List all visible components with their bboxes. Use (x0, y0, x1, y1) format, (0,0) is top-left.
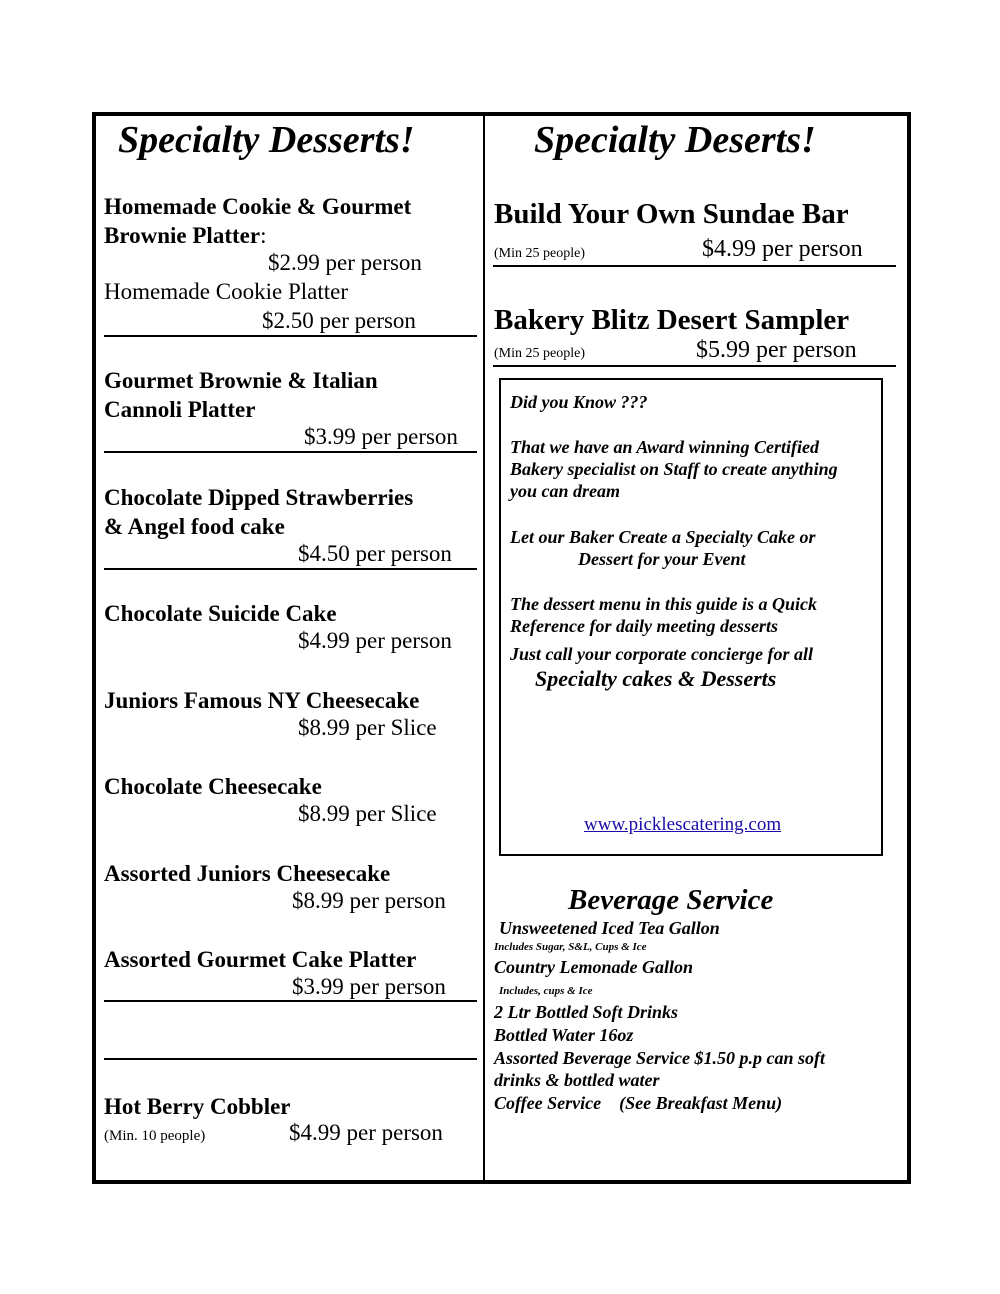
info-text: Reference for daily meeting desserts (510, 616, 778, 636)
item-price: $2.50 per person (262, 308, 416, 333)
item-price: $8.99 per person (292, 888, 446, 913)
column-divider (483, 116, 485, 1180)
divider-rule (104, 1000, 477, 1002)
item-name: Chocolate Dipped Strawberries (104, 485, 414, 510)
info-text: Bakery specialist on Staff to create anything (510, 459, 838, 479)
item-name: Hot Berry Cobbler (104, 1094, 291, 1119)
divider-rule (104, 568, 477, 570)
beverage-line: Country Lemonade Gallon (494, 957, 694, 977)
item-name: Chocolate Cheesecake (104, 774, 322, 799)
item-name: Assorted Juniors Cheesecake (104, 861, 391, 886)
info-text: you can dream (510, 481, 620, 501)
item-name: Bakery Blitz Desert Sampler (494, 304, 850, 336)
item-price: $3.99 per person (292, 974, 446, 999)
right-title: Specialty Deserts! (534, 119, 816, 161)
item-name: Chocolate Suicide Cake (104, 601, 337, 626)
item-name: Homemade Cookie Platter (104, 279, 348, 304)
item-name: Homemade Cookie & Gourmet (104, 194, 412, 219)
beverage-line: Unsweetened Iced Tea Gallon (499, 918, 720, 938)
beverage-note: Includes Sugar, S&L, Cups & Ice (494, 941, 647, 953)
beverage-note: Includes, cups & Ice (499, 985, 593, 997)
item-name: Juniors Famous NY Cheesecake (104, 688, 420, 713)
info-text: That we have an Award winning Certified (510, 437, 820, 457)
item-name-line2 (104, 221, 266, 250)
website-link[interactable]: www.picklescatering.com (584, 814, 782, 835)
info-text: Just call your corporate concierge for all (510, 644, 813, 664)
beverage-line: Coffee Service (See Breakfast Menu) (494, 1093, 783, 1113)
item-name: Build Your Own Sundae Bar (494, 198, 849, 230)
left-title: Specialty Desserts! (118, 119, 415, 161)
info-text: Let our Baker Create a Specialty Cake or (510, 527, 816, 547)
item-name-2: Cannoli Platter (104, 397, 256, 422)
item-minimum: (Min. 10 people) (104, 1128, 206, 1144)
item-price: $5.99 per person (696, 337, 857, 363)
item-name-2: & Angel food cake (104, 514, 285, 539)
divider-rule (493, 265, 896, 267)
divider-rule (493, 365, 896, 367)
info-text-emphasis: Specialty cakes & Desserts (535, 666, 777, 691)
info-text: The dessert menu in this guide is a Quick (510, 594, 818, 614)
item-minimum: (Min 25 people) (494, 246, 585, 261)
item-name: Gourmet Brownie & Italian (104, 368, 378, 393)
item-price: $8.99 per Slice (298, 715, 437, 740)
beverage-line: drinks & bottled water (494, 1070, 660, 1090)
item-price: $4.99 per person (298, 628, 452, 653)
item-name-2: Brownie Platter (104, 223, 261, 248)
beverage-line: 2 Ltr Bottled Soft Drinks (494, 1002, 679, 1022)
item-price: $4.50 per person (298, 541, 452, 566)
item-colon: : (260, 223, 267, 248)
item-price: $4.99 per person (702, 236, 863, 262)
info-heading: Did you Know ??? (510, 392, 648, 412)
item-minimum: (Min 25 people) (494, 346, 585, 361)
item-price: $4.99 per person (289, 1120, 443, 1145)
beverage-title: Beverage Service (568, 884, 774, 916)
item-price: $8.99 per Slice (298, 801, 437, 826)
info-text: Dessert for your Event (578, 549, 746, 569)
item-price: $2.99 per person (268, 250, 422, 275)
beverage-line: Bottled Water 16oz (494, 1025, 634, 1045)
item-price: $3.99 per person (304, 424, 458, 449)
item-name: Assorted Gourmet Cake Platter (104, 947, 417, 972)
divider-rule (104, 335, 477, 337)
divider-rule (104, 1058, 477, 1060)
beverage-line: Assorted Beverage Service $1.50 p.p can soft (494, 1048, 825, 1068)
divider-rule (104, 451, 477, 453)
